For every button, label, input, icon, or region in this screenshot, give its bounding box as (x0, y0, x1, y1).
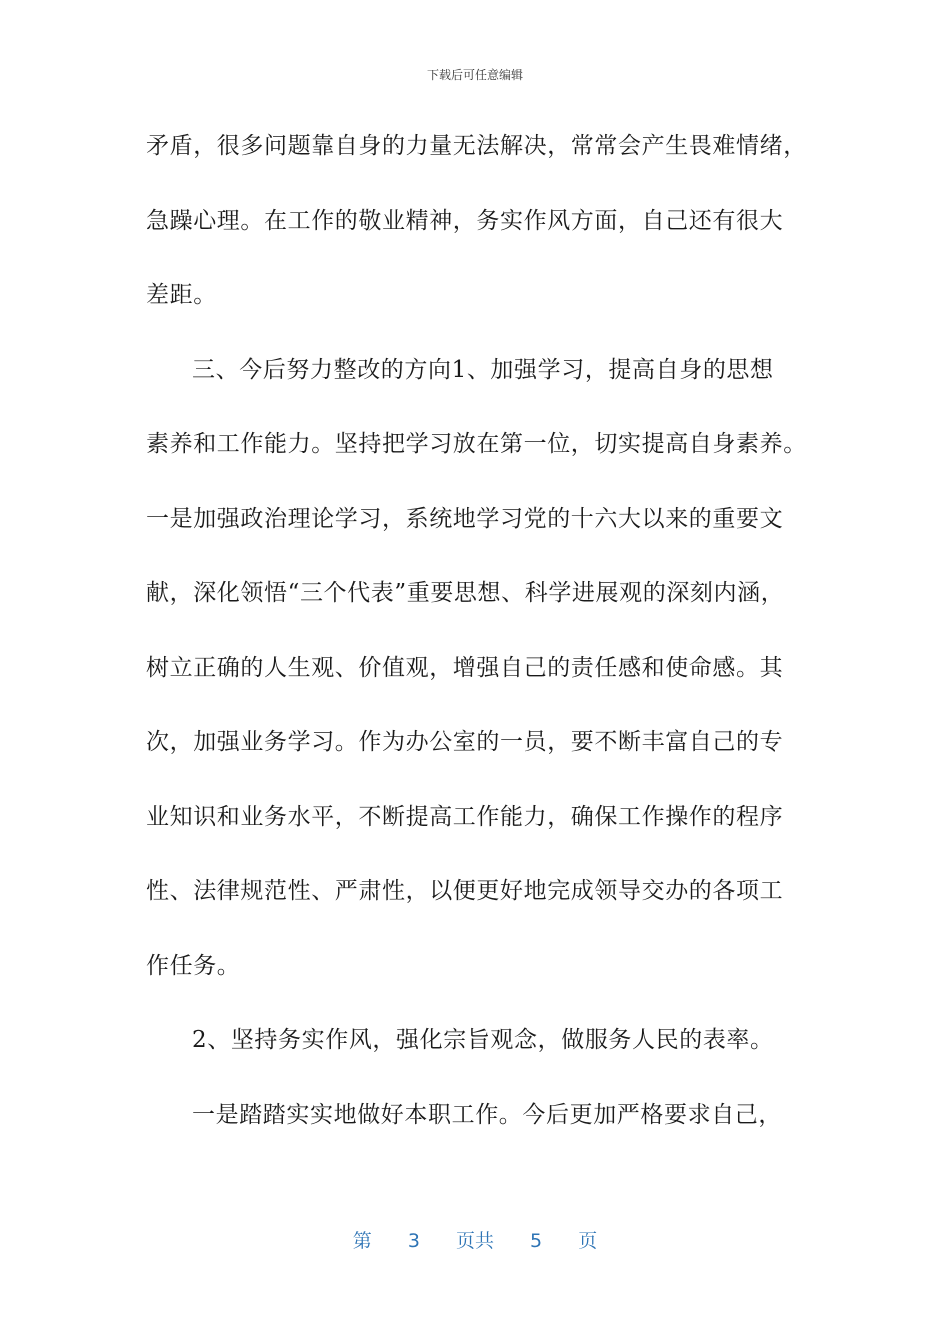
text-line-9: 次，加强业务学习。作为办公室的一员，要不断丰富自己的专 (146, 729, 784, 755)
document-body (146, 126, 816, 1169)
total-pages-number: 5 (530, 1230, 543, 1252)
text-line-4: 三、今后努力整改的方向1、加强学习，提高自身的思想 (192, 356, 774, 383)
text-line-7: 献，深化领悟“三个代表”重要思想、科学进展观的深刻内涵， (146, 580, 785, 606)
text-line-1: 矛盾，很多问题靠自身的力量无法解决，常常会产生畏难情绪， (146, 133, 807, 159)
page-footer (0, 1226, 950, 1253)
current-page-number: 3 (407, 1230, 420, 1252)
text-line-14: 一是踏踏实实地做好本职工作。今后更加严格要求自己， (192, 1101, 782, 1128)
text-line-6: 一是加强政治理论学习，系统地学习党的十六大以来的重要文 (146, 505, 784, 532)
page-header: 下载后可任意编辑 (426, 68, 523, 82)
text-line-8: 树立正确的人生观、价值观，增强自己的责任感和使命感。其 (146, 654, 784, 681)
footer-middle: 页共 (455, 1230, 494, 1252)
footer-prefix: 第 (352, 1230, 372, 1252)
text-line-13: 2、坚持务实作风，强化宗旨观念，做服务人民的表率。 (192, 1027, 774, 1053)
text-line-11: 性、法律规范性、严肃性，以便更好地完成领导交办的各项工 (146, 878, 784, 904)
footer-suffix: 页 (578, 1230, 598, 1252)
text-line-10: 业知识和业务水平，不断提高工作能力，确保工作操作的程序 (146, 803, 784, 830)
text-line-2: 急躁心理。在工作的敬业精神，务实作风方面，自己还有很大 (146, 207, 784, 234)
text-line-5: 素养和工作能力。坚持把学习放在第一位，切实提高自身素养。 (146, 431, 807, 457)
text-line-3: 差距。 (146, 282, 217, 308)
text-line-12: 作任务。 (146, 952, 241, 979)
